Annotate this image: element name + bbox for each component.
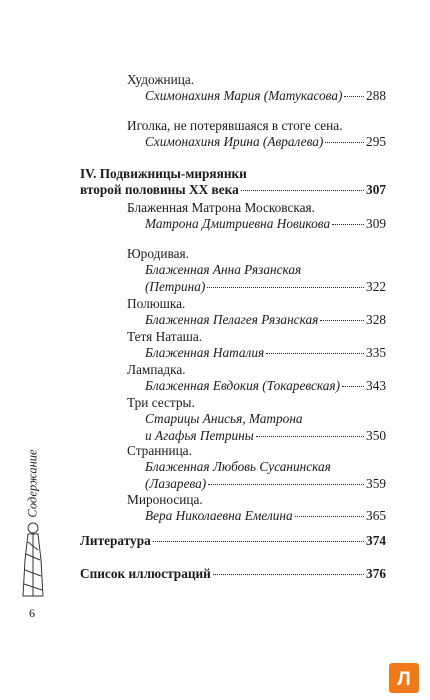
toc-title: Полюшка. (127, 296, 186, 311)
toc-page-number: 359 (366, 475, 386, 491)
toc-title: Иголка, не потерявшаяся в стоге сена. (127, 118, 343, 133)
toc-page-number: 335 (366, 345, 386, 361)
toc-author: Блаженная Анна Рязанская (145, 262, 302, 278)
toc-author: Блаженная Наталия (145, 345, 265, 361)
toc-leader-line (145, 428, 386, 444)
toc-leader-line (145, 134, 386, 150)
toc-page-number: 365 (366, 508, 386, 524)
toc-author: и Агафья Петрины (145, 427, 254, 443)
toc-author: Блаженная Любовь Сусанинская (145, 459, 331, 475)
dot-leader (325, 142, 364, 143)
toc-leader-line (145, 345, 386, 361)
toc-leader-line (145, 279, 386, 295)
dot-leader (207, 287, 364, 288)
running-header-text: Содержание (25, 449, 40, 518)
saint-figure-icon (18, 520, 48, 600)
toc-title: Художница. (127, 72, 195, 87)
toc-author: Вера Николаевна Емелина (145, 508, 293, 524)
toc-title: Лампадка. (127, 362, 186, 377)
toc-author: (Лазарева) (145, 475, 207, 491)
toc-page-number: 322 (366, 278, 386, 294)
toc-leader-line (145, 476, 386, 492)
toc-page-number: 376 (366, 566, 386, 581)
toc-page-number: 328 (366, 312, 386, 328)
publisher-logo-icon (389, 663, 419, 693)
dot-leader (342, 386, 364, 387)
toc-author: Схимонахиня Мария (Матукасова) (145, 88, 343, 104)
toc-title: Блаженная Матрона Московская. (127, 200, 315, 215)
dot-leader (256, 436, 364, 437)
dot-leader (332, 224, 364, 225)
running-header-vertical (24, 438, 42, 528)
dot-leader (213, 574, 364, 575)
toc-leader-line (145, 88, 386, 104)
toc-page-number: 295 (366, 134, 386, 150)
toc-title: Список иллюстраций (80, 566, 211, 581)
toc-title: Литература (80, 533, 151, 548)
toc-title: второй половины XX века (80, 182, 239, 198)
toc-page-number: 309 (366, 216, 386, 232)
toc-leader-line (145, 216, 386, 232)
toc-title: Три сестры. (127, 395, 195, 410)
toc-leader-line (145, 312, 386, 328)
dot-leader (320, 320, 364, 321)
dot-leader (295, 516, 364, 517)
toc-page-number: 288 (366, 88, 386, 104)
dot-leader (344, 96, 364, 97)
toc-page-number: 307 (366, 182, 386, 198)
toc-title: Странница. (127, 443, 192, 458)
toc-title: Юродивая. (127, 246, 189, 261)
toc-page-number: 350 (366, 427, 386, 443)
toc-author: Блаженная Пелагея Рязанская (145, 312, 319, 328)
toc-leader-line (145, 508, 386, 524)
toc-author: Матрона Дмитриевна Новикова (145, 216, 331, 232)
dot-leader (208, 484, 364, 485)
toc-title: Тетя Наташа. (127, 329, 203, 344)
toc-title: Мироносица. (127, 492, 203, 507)
toc-page-number: 343 (366, 378, 386, 394)
dot-leader (153, 541, 364, 542)
dot-leader (241, 190, 364, 191)
dot-leader (266, 353, 364, 354)
toc-leader-line (80, 182, 386, 198)
logo-letter: Л (397, 669, 411, 690)
toc-title: IV. Подвижницы-миряянки (80, 166, 247, 181)
toc-leader-line (145, 378, 386, 394)
toc-author: Схимонахиня Ирина (Авралева) (145, 134, 324, 150)
page-number: 6 (29, 606, 35, 620)
toc-author: Старицы Анисья, Матрона (145, 411, 303, 427)
toc-leader-line (80, 566, 386, 582)
toc-author: (Петрина) (145, 278, 206, 294)
toc-author: Блаженная Евдокия (Токаревская) (145, 378, 341, 394)
toc-page-number: 374 (366, 533, 386, 548)
toc-leader-line (80, 533, 386, 549)
